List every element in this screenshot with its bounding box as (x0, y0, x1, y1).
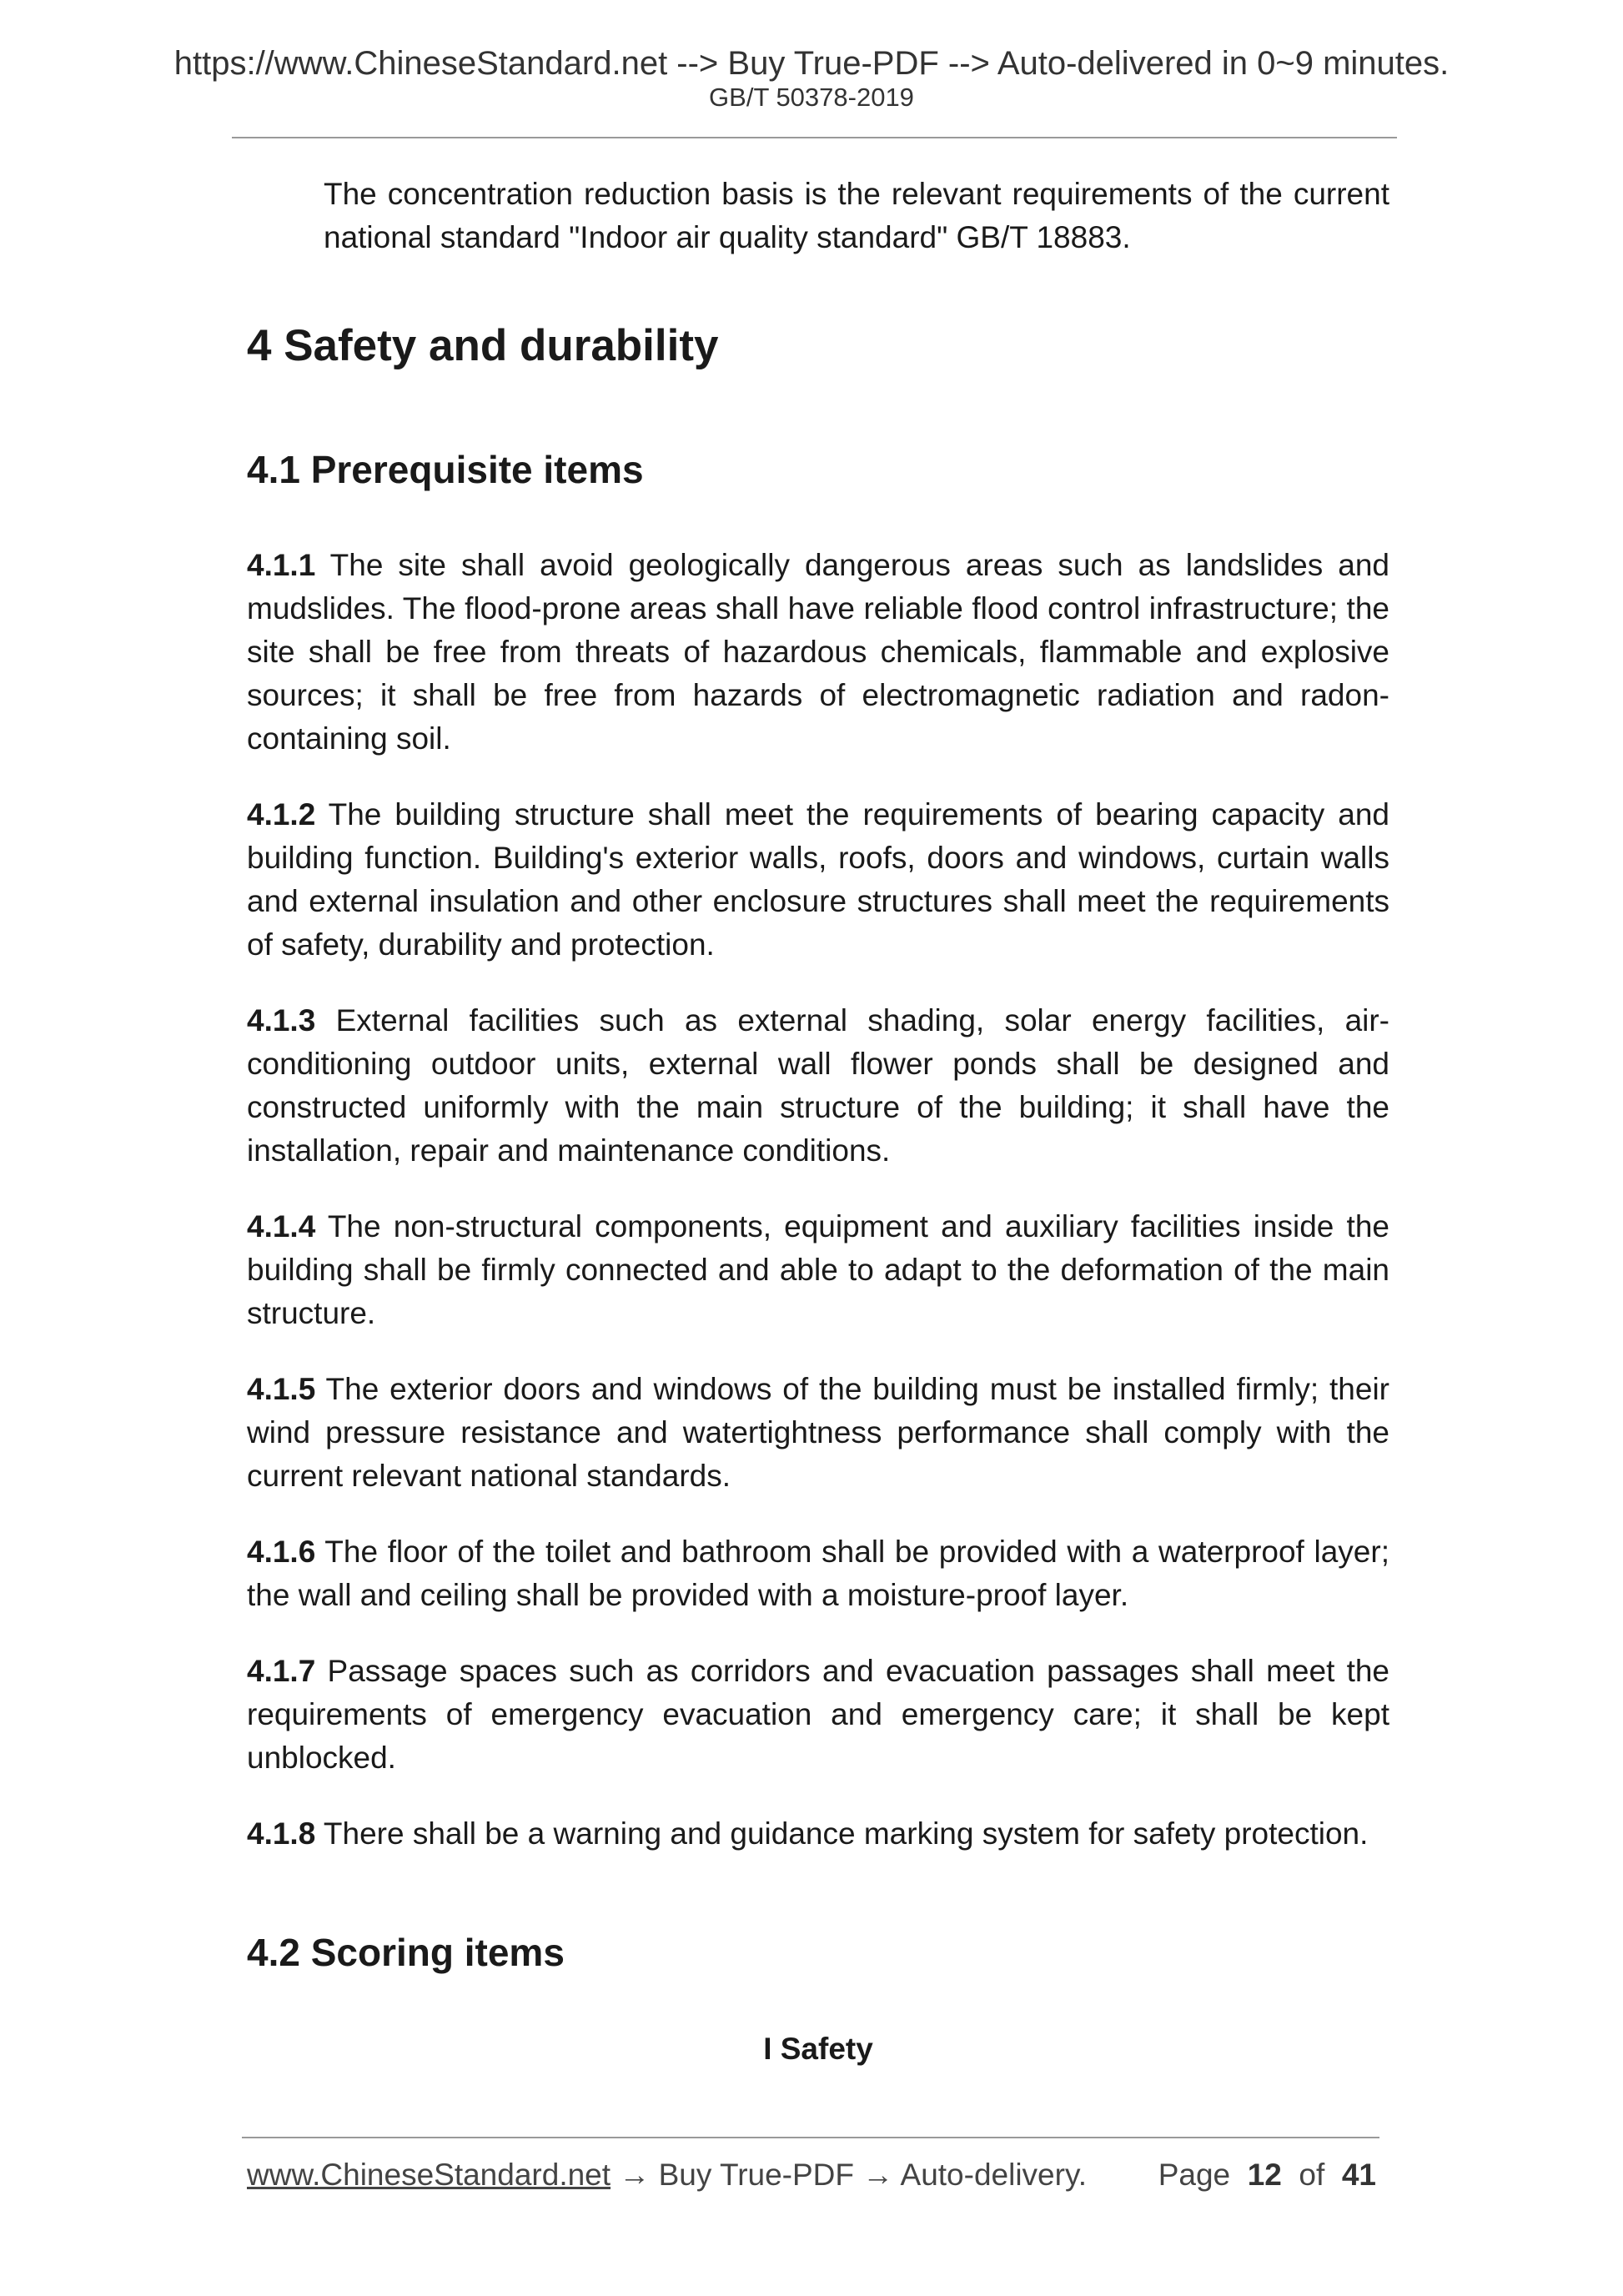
clause-4-1-3 (247, 999, 1389, 1173)
footer-divider (242, 2137, 1379, 2138)
page-label: Page (1158, 2158, 1231, 2192)
prerequisite-items-heading: 4.1 Prerequisite items (247, 448, 644, 491)
clause-number: 4.1.2 (247, 797, 316, 831)
site-link[interactable]: www.ChineseStandard.net (247, 2158, 611, 2192)
clause-number: 4.1.1 (247, 548, 316, 582)
page-footer (247, 2154, 1376, 2204)
clause-text: The non-structural components, equipment and auxiliary facilities inside the building shall be firmly connected and able to adapt to the deformation of the main structure. (247, 1209, 1389, 1330)
footer-tagline-text: → Buy True-PDF → Auto-delivery. (611, 2158, 1087, 2192)
page-total: 41 (1341, 2158, 1376, 2192)
clause-number: 4.1.8 (247, 1816, 316, 1851)
clause-text: Passage spaces such as corridors and evacuation passages shall meet the requirements of emergency evacuation and emergency care; it shall be kept unblocked. (247, 1654, 1390, 1775)
page-current: 12 (1247, 2158, 1282, 2192)
clause-4-1-8 (247, 1812, 1389, 1856)
clause-text: The building structure shall meet the requirements of bearing capacity and building function. Building's exterior walls, roofs, doors and windows, curtain walls and external insulation and other enclosure structures shall meet the requirements of safety, durability and protection. (247, 797, 1389, 962)
safety-group-heading: I Safety (763, 2032, 873, 2066)
clause-4-1-2 (247, 793, 1389, 967)
prerequisite-clause-list (247, 544, 1389, 1856)
header-divider (232, 137, 1397, 138)
clause-text: External facilities such as external shading, solar energy facilities, air-conditioning outdoor units, external wall flower ponds shall be designed and constructed uniformly with the main structure of the building; it shall have the installation, repair and maintenance conditions. (247, 1003, 1390, 1168)
footer-tagline (247, 2154, 1087, 2196)
intro-paragraph: The concentration reduction basis is the relevant requirements of the current national standard "Indoor air quality standard" GB/T 18883. (324, 177, 1389, 254)
clause-4-1-4 (247, 1205, 1389, 1335)
clause-number: 4.1.7 (247, 1654, 316, 1688)
clause-text: There shall be a warning and guidance marking system for safety protection. (323, 1816, 1369, 1851)
section-title: 4 Safety and durability (247, 321, 719, 370)
clause-number: 4.1.4 (247, 1209, 316, 1243)
clause-text: The floor of the toilet and bathroom shall be provided with a waterproof layer; the wall and ceiling shall be provided with a moisture-proof layer. (247, 1535, 1389, 1612)
clause-number: 4.1.3 (247, 1003, 316, 1037)
top-banner-url: https://www.ChineseStandard.net --> Buy True-PDF --> Auto-delivered in 0~9 minutes. (173, 45, 1450, 82)
clause-text: The exterior doors and windows of the building must be installed firmly; their wind pressure resistance and watertightness performance shall comply with the current relevant national standards. (247, 1372, 1389, 1493)
of-label: of (1299, 2158, 1325, 2192)
page-indicator (1158, 2154, 1376, 2196)
clause-4-1-1 (247, 544, 1389, 761)
standard-code-header: GB/T 50378-2019 (709, 83, 914, 112)
scoring-items-heading: 4.2 Scoring items (247, 1931, 565, 1974)
clause-number: 4.1.5 (247, 1372, 316, 1406)
clause-4-1-5 (247, 1368, 1389, 1498)
clause-4-1-7 (247, 1650, 1389, 1780)
clause-text: The site shall avoid geologically dangerous areas such as landslides and mudslides. The flood-prone areas shall have reliable flood control infrastructure; the site shall be free from threats of hazardous chemicals, flammable and explosive sources; it shall be free from hazards of electromagnetic radiation and radon-containing soil. (247, 548, 1389, 756)
page-content (247, 173, 1389, 2069)
clause-number: 4.1.6 (247, 1535, 316, 1569)
clause-4-1-6 (247, 1530, 1389, 1617)
